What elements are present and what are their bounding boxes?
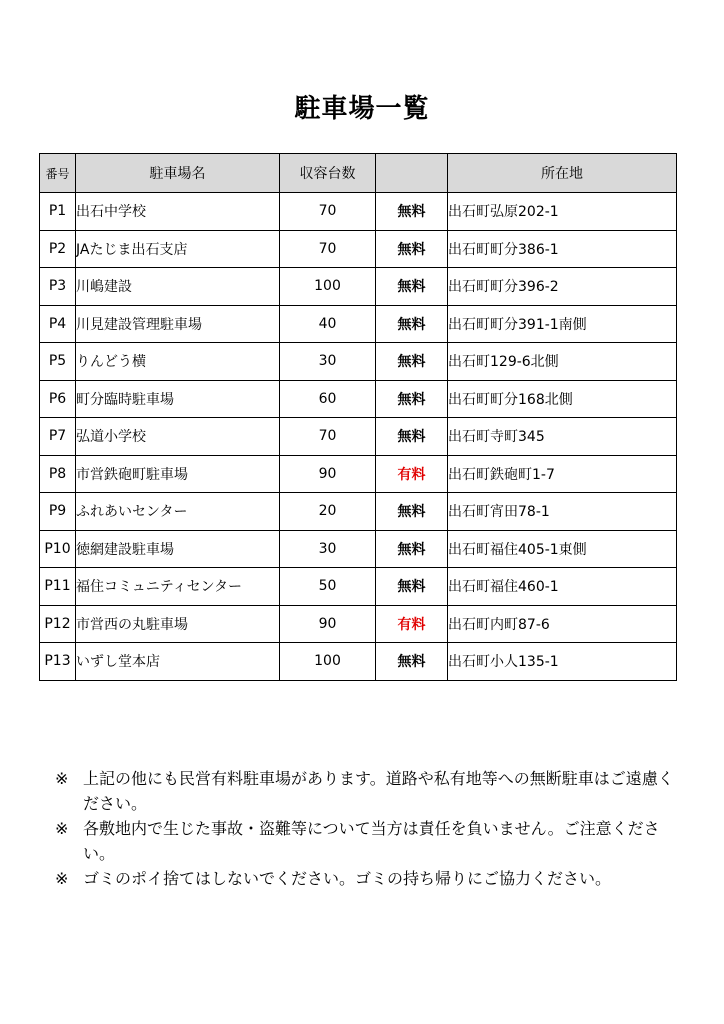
note-mark: ※: [55, 769, 69, 788]
cell-number: P3: [40, 268, 76, 306]
cell-parking-name: 市営鉄砲町駐車場: [76, 455, 280, 493]
table-row: [40, 643, 677, 681]
note-text: ゴミのポイ捨てはしないでください。ゴミの持ち帰りにご協力ください。: [83, 869, 612, 888]
note-text: 各敷地内で生じた事故・盗難等について当方は責任を負いません。ご注意ください。: [83, 819, 660, 863]
table-row: [40, 305, 677, 343]
cell-number: P1: [40, 193, 76, 231]
parking-table: [39, 153, 677, 681]
cell-address: 出石町鉄砲町1-7: [448, 455, 677, 493]
header-fee: [376, 154, 448, 193]
cell-parking-name: JAたじま出石支店: [76, 230, 280, 268]
cell-capacity: 70: [280, 230, 376, 268]
cell-capacity: 30: [280, 343, 376, 381]
table-row: [40, 230, 677, 268]
cell-number: P9: [40, 493, 76, 531]
cell-fee: 無料: [376, 493, 448, 531]
cell-number: P2: [40, 230, 76, 268]
cell-fee: 無料: [376, 530, 448, 568]
cell-parking-name: 徳網建設駐車場: [76, 530, 280, 568]
cell-parking-name: 弘道小学校: [76, 418, 280, 456]
cell-address: 出石町福住460-1: [448, 568, 677, 606]
cell-address: 出石町内町87-6: [448, 605, 677, 643]
cell-address: 出石町弘原202-1: [448, 193, 677, 231]
cell-capacity: 30: [280, 530, 376, 568]
cell-address: 出石町宵田78-1: [448, 493, 677, 531]
cell-number: P13: [40, 643, 76, 681]
cell-address: 出石町福住405-1東側: [448, 530, 677, 568]
table-row: [40, 530, 677, 568]
note-item: [55, 766, 675, 816]
cell-parking-name: いずし堂本店: [76, 643, 280, 681]
cell-capacity: 20: [280, 493, 376, 531]
note-mark: ※: [55, 819, 69, 838]
cell-capacity: 100: [280, 643, 376, 681]
cell-parking-name: 出石中学校: [76, 193, 280, 231]
cell-fee: 無料: [376, 230, 448, 268]
cell-address: 出石町129-6北側: [448, 343, 677, 381]
header-address: 所在地: [448, 154, 677, 193]
cell-capacity: 70: [280, 418, 376, 456]
header-name: 駐車場名: [76, 154, 280, 193]
cell-fee: 無料: [376, 343, 448, 381]
cell-parking-name: りんどう横: [76, 343, 280, 381]
cell-parking-name: ふれあいセンター: [76, 493, 280, 531]
cell-address: 出石町町分391-1南側: [448, 305, 677, 343]
cell-fee: 無料: [376, 418, 448, 456]
table-row: [40, 568, 677, 606]
cell-number: P12: [40, 605, 76, 643]
note-mark: ※: [55, 869, 69, 888]
cell-capacity: 90: [280, 455, 376, 493]
cell-fee: 無料: [376, 305, 448, 343]
header-number: 番号: [40, 154, 76, 193]
cell-parking-name: 市営西の丸駐車場: [76, 605, 280, 643]
table-row: [40, 193, 677, 231]
cell-parking-name: 川見建設管理駐車場: [76, 305, 280, 343]
cell-fee: 有料: [376, 605, 448, 643]
page-title: 駐車場一覧: [294, 94, 430, 124]
table-body: [40, 193, 677, 681]
table-row: [40, 268, 677, 306]
note-item: [55, 866, 675, 891]
cell-number: P6: [40, 380, 76, 418]
cell-capacity: 60: [280, 380, 376, 418]
cell-address: 出石町町分386-1: [448, 230, 677, 268]
cell-capacity: 50: [280, 568, 376, 606]
notes-section: [55, 766, 675, 891]
note-item: [55, 816, 675, 866]
table-row: [40, 380, 677, 418]
cell-capacity: 100: [280, 268, 376, 306]
table-row: [40, 455, 677, 493]
cell-capacity: 40: [280, 305, 376, 343]
table-row: [40, 493, 677, 531]
cell-parking-name: 町分臨時駐車場: [76, 380, 280, 418]
cell-parking-name: 川嶋建設: [76, 268, 280, 306]
table-header-row: [40, 154, 677, 193]
table-row: [40, 343, 677, 381]
cell-number: P8: [40, 455, 76, 493]
cell-address: 出石町寺町345: [448, 418, 677, 456]
cell-fee: 無料: [376, 268, 448, 306]
cell-address: 出石町町分168北側: [448, 380, 677, 418]
cell-fee: 有料: [376, 455, 448, 493]
cell-address: 出石町小人135-1: [448, 643, 677, 681]
cell-capacity: 90: [280, 605, 376, 643]
cell-number: P5: [40, 343, 76, 381]
cell-address: 出石町町分396-2: [448, 268, 677, 306]
cell-number: P10: [40, 530, 76, 568]
cell-number: P7: [40, 418, 76, 456]
cell-capacity: 70: [280, 193, 376, 231]
table-row: [40, 605, 677, 643]
cell-parking-name: 福住コミュニティセンター: [76, 568, 280, 606]
note-text: 上記の他にも民営有料駐車場があります。道路や私有地等への無断駐車はご遠慮ください。: [83, 769, 674, 813]
header-capacity: 収容台数: [280, 154, 376, 193]
cell-number: P4: [40, 305, 76, 343]
cell-fee: 無料: [376, 568, 448, 606]
cell-fee: 無料: [376, 643, 448, 681]
table-row: [40, 418, 677, 456]
cell-fee: 無料: [376, 193, 448, 231]
cell-fee: 無料: [376, 380, 448, 418]
cell-number: P11: [40, 568, 76, 606]
